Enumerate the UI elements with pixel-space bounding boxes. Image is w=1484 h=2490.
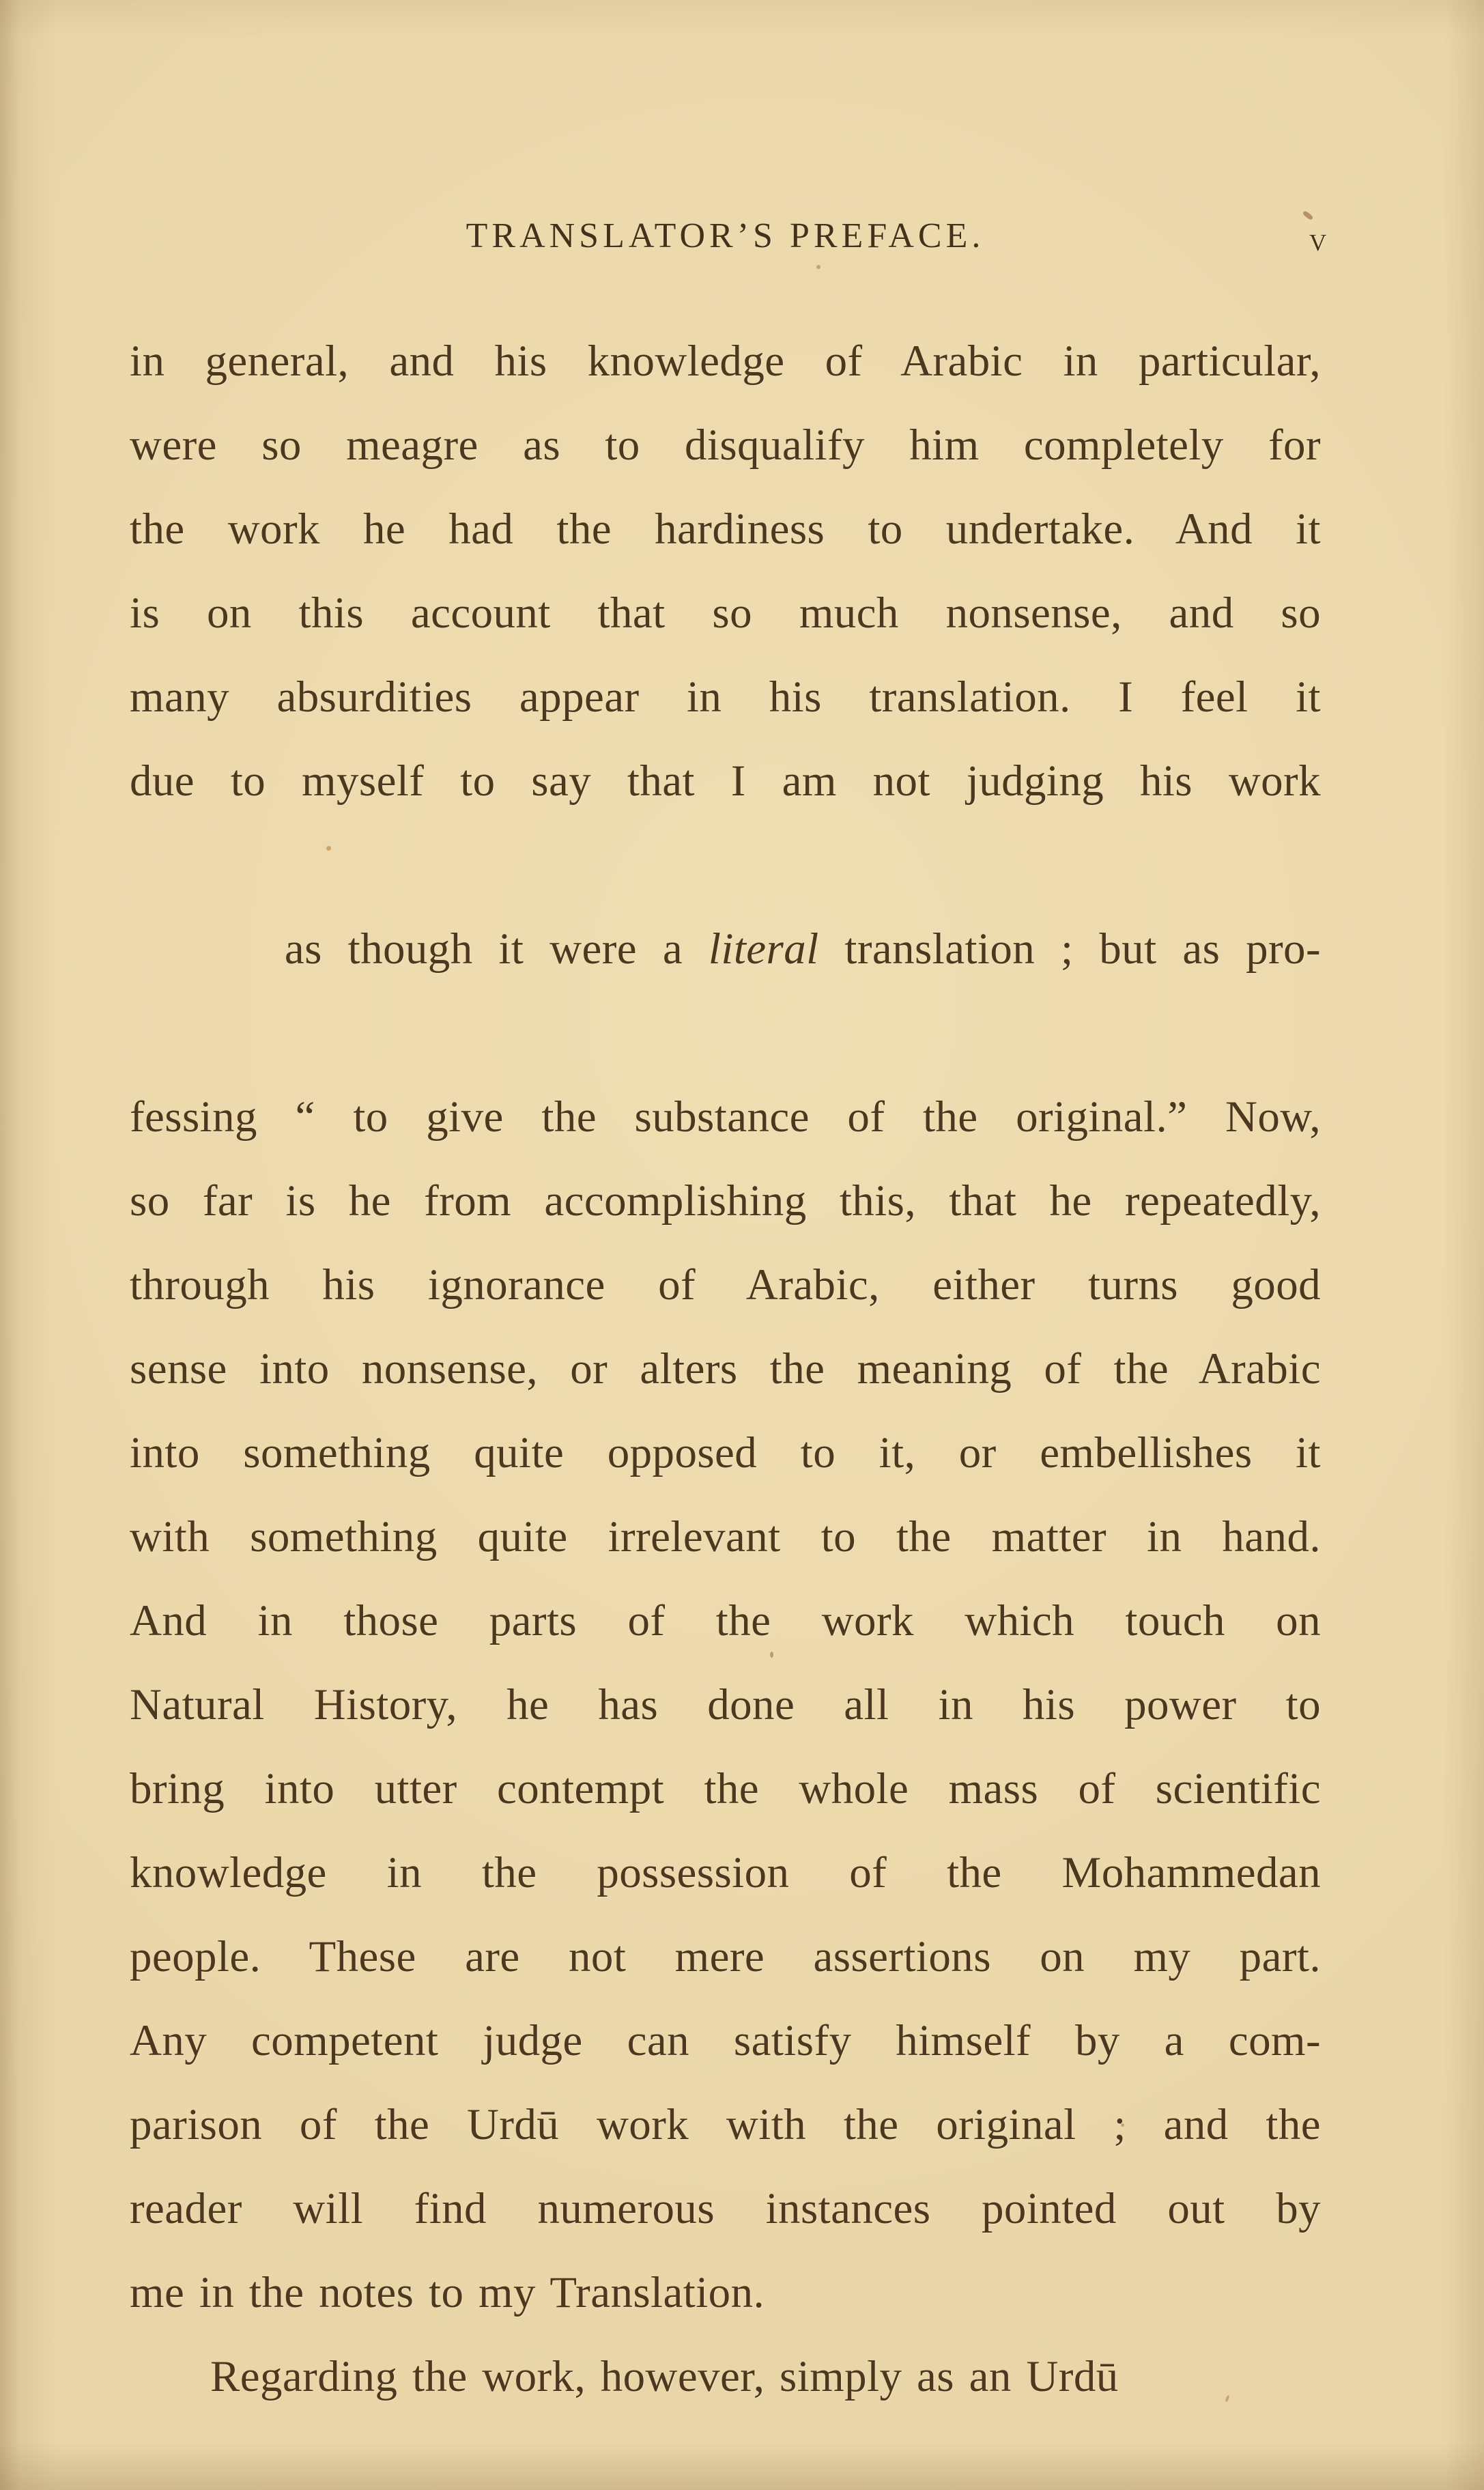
text-line <box>130 823 1321 1075</box>
text-line: And in those parts of the work which touch on <box>130 1596 1321 1645</box>
text-line: so far is he from accomplishing this, that he repeatedly, <box>130 1176 1321 1226</box>
text-segment: translation ; but as pro- <box>818 924 1321 974</box>
page-body <box>130 320 1321 2419</box>
text-line: due to myself to say that I am not judging his work <box>130 756 1321 806</box>
text-line: into something quite opposed to it, or embellishes it <box>130 1428 1321 1477</box>
text-line: bring into utter contempt the whole mass of scientific <box>130 1764 1321 1813</box>
paper-speck <box>1121 2123 1124 2127</box>
text-line: is on this account that so much nonsense, and so <box>130 589 1321 638</box>
text-line: knowledge in the possession of the Mohammedan <box>130 1848 1321 1897</box>
text-line: in general, and his knowledge of Arabic in particular, <box>130 337 1321 386</box>
text-line: were so meagre as to disqualify him completely for <box>130 421 1321 470</box>
text-line: Any competent judge can satisfy himself by a com- <box>130 2016 1321 2065</box>
paper-speck <box>816 265 821 269</box>
paper-speck <box>770 1652 773 1658</box>
text-line: fessing “ to give the substance of the original.” Now, <box>130 1092 1321 1142</box>
paper-speck <box>326 846 331 851</box>
text-line: people. These are not mere assertions on my part. <box>130 1932 1321 1981</box>
text-line-paragraph-end: me in the notes to my Translation. <box>130 2268 765 2317</box>
page-number: v <box>1309 220 1327 258</box>
text-line: parison of the Urdū work with the original ; and the <box>130 2100 1321 2149</box>
running-head-title: TRANSLATOR’S PREFACE. <box>466 216 985 255</box>
text-line: reader will find numerous instances pointed out by <box>130 2184 1321 2233</box>
text-line-new-paragraph: Regarding the work, however, simply as an Urdū <box>210 2352 1119 2401</box>
text-line: many absurdities appear in his translation. I feel it <box>130 673 1321 722</box>
text-line: sense into nonsense, or alters the meaning of the Arabic <box>130 1344 1321 1393</box>
text-segment: as though it were a <box>284 924 709 974</box>
text-line: the work he had the hardiness to undertake. And it <box>130 505 1321 554</box>
text-line: through his ignorance of Arabic, either turns good <box>130 1260 1321 1310</box>
italic-word: literal <box>708 924 819 974</box>
text-line: with something quite irrelevant to the matter in hand. <box>130 1512 1321 1561</box>
text-line: Natural History, he has done all in his power to <box>130 1680 1321 1729</box>
